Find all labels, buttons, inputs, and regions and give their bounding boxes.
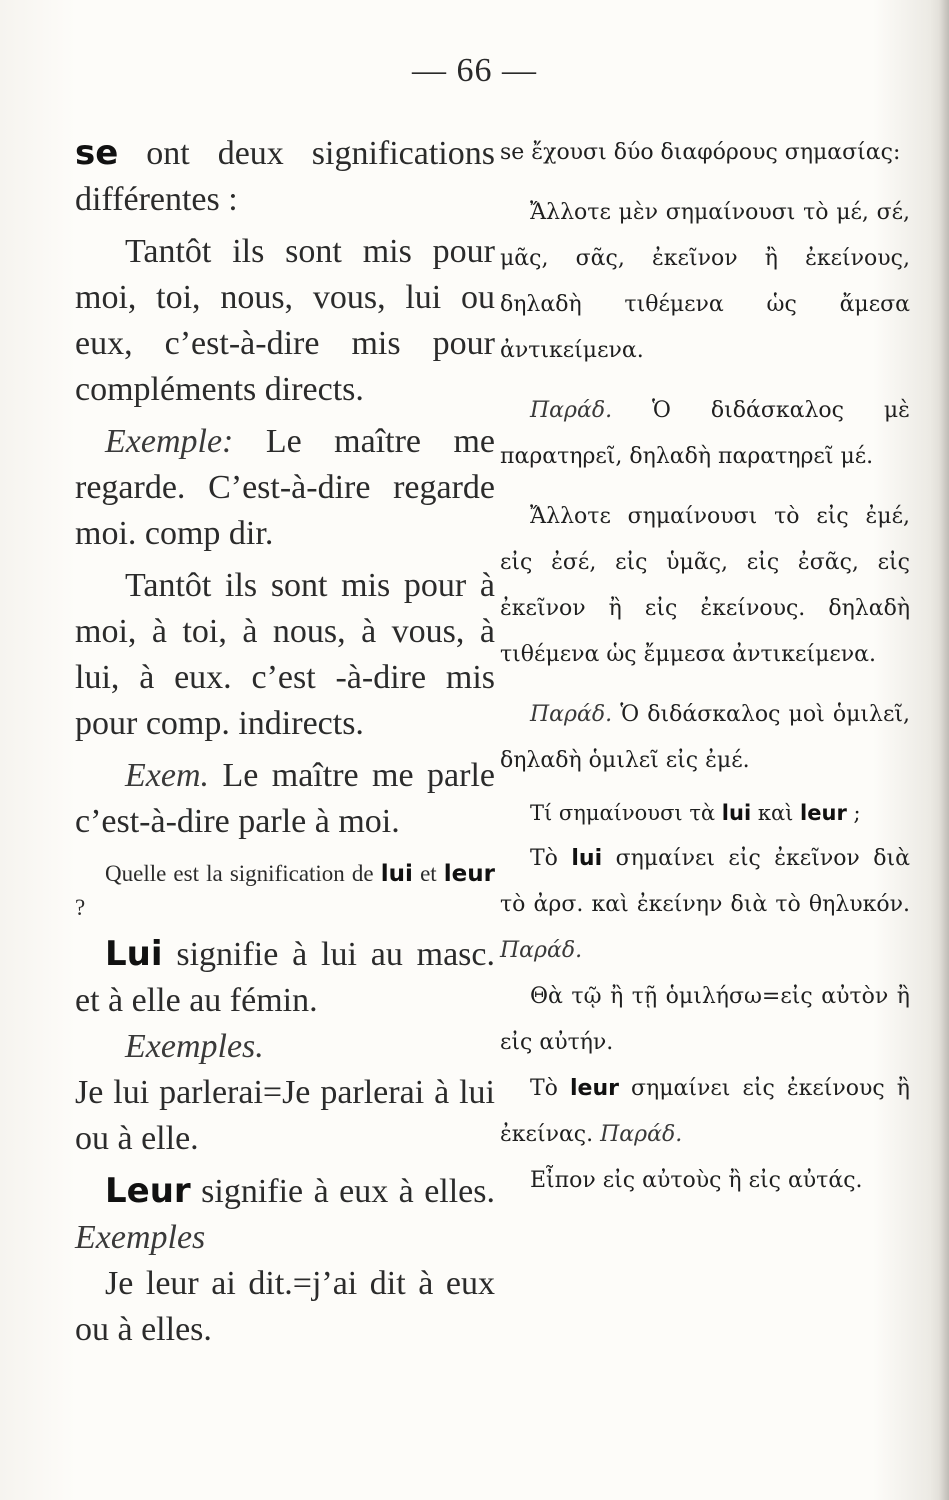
fr-example-label: Exemple: [105,423,234,460]
french-column [75,130,495,1353]
fr-paragraph-1: se ont deux significations différentes : [75,133,495,218]
gr-paragraph-5: Παράδ. Ὁ διδάσκαλος μοὶ ὁμιλεῖ, δηλαδὴ ὁμιλεῖ εἰς ἐμέ. [500,702,910,773]
gr-keyword-lui: lui [571,846,603,871]
fr-paragraph-5: Exem. Le maître me parle c’est-à-dire parle à moi. [75,757,495,840]
fr-keyword-lui: lui [380,861,413,887]
gr-paragraph-2: Ἄλλοτε μὲν σημαίνουσι τὸ μέ, σέ, μᾶς, σᾶς, ἐκεῖνον ἢ ἐκείνους, δηλαδὴ τιθέμενα ὡς ἄμεσα ἀντικείμενα. [500,200,910,363]
gr-paragraph-4: Ἄλλοτε σημαίνουσι τὸ εἰς ἐμέ, εἰς ἐσέ, εἰς ὑμᾶς, εἰς ἐσᾶς, εἰς ἐκεῖνον ἢ εἰς ἐκείνους. δηλαδὴ τιθέμενα ὡς ἔμμεσα ἀντικείμενα. [500,504,910,667]
fr-keyword-leur: leur [443,861,495,887]
fr-keyword-se: se [75,133,119,173]
page-number: — 66 — [412,52,537,89]
fr-question: Quelle est la signification de lui et leur ? [75,861,495,920]
fr-paragraph-6: Lui signifie à lui au masc. et à elle au fémin. [75,934,495,1019]
fr-example-label: Exemples. [125,1028,264,1065]
fr-paragraph-8: Je lui parlerai=Je parlerai à lui ou à elle. [75,1074,495,1157]
fr-example-label: Exem. [125,757,210,794]
gr-paragraph-10: Εἶπον εἰς αὐτοὺς ἢ εἰς αὐτάς. [530,1168,863,1193]
page-edge-shadow [939,0,949,1500]
fr-paragraph-4: Tantôt ils sont mis pour à moi, à toi, à nous, à vous, à lui, à eux. c’est -à-dire mis pour comp. indirects. [75,567,495,742]
gr-example-label: Παράδ. [530,702,613,727]
fr-paragraph-10: Je leur ai dit.=j’ai dit à eux ou à elles. [75,1265,495,1348]
gr-question: Τί σημαίνουσι τὰ lui καὶ leur ; [530,801,861,825]
fr-example-label: Exemples [75,1219,206,1256]
gr-example-label: Παράδ. [500,938,583,963]
fr-paragraph-9: Leur signifie à eux à elles. Exemples [75,1171,495,1256]
greek-column [500,130,910,1204]
gr-keyword-leur: leur [800,801,847,825]
fr-keyword-lui: Lui [105,934,163,974]
gr-paragraph-6: Τὸ lui σημαίνει εἰς ἐκεῖνον διὰ τὸ ἀρσ. καὶ ἐκείνην διὰ τὸ θηλυκόν. Παράδ. [500,846,910,963]
gr-example-label: Παράδ. [600,1122,683,1147]
fr-paragraph-3: Exemple: Le maître me regarde. C’est-à-dire regarde moi. comp dir. [75,423,495,552]
gr-example-label: Παράδ. [530,398,613,423]
gr-keyword-leur: leur [569,1076,619,1101]
gr-paragraph-1: se ἔχουσι δύο διαφόρους σημασίας: [500,140,901,165]
fr-paragraph-2: Tantôt ils sont mis pour moi, toi, nous, vous, lui ou eux, c’est-à-dire mis pour compléments directs. [75,233,495,408]
gr-paragraph-9: Τὸ leur σημαίνει εἰς ἐκείνους ἢ ἐκείνας. Παράδ. [500,1076,910,1147]
gr-keyword-lui: lui [721,801,752,825]
fr-keyword-leur: Leur [105,1171,191,1211]
gr-paragraph-3: Παράδ. Ὁ διδάσκαλος μὲ παρατηρεῖ, δηλαδὴ παρατηρεῖ μέ. [500,398,910,469]
fr-paragraph-7 [75,1024,495,1070]
gr-paragraph-8: Θὰ τῷ ἢ τῇ ὁμιλήσω=εἰς αὐτὸν ἢ εἰς αὐτήν. [500,984,910,1055]
